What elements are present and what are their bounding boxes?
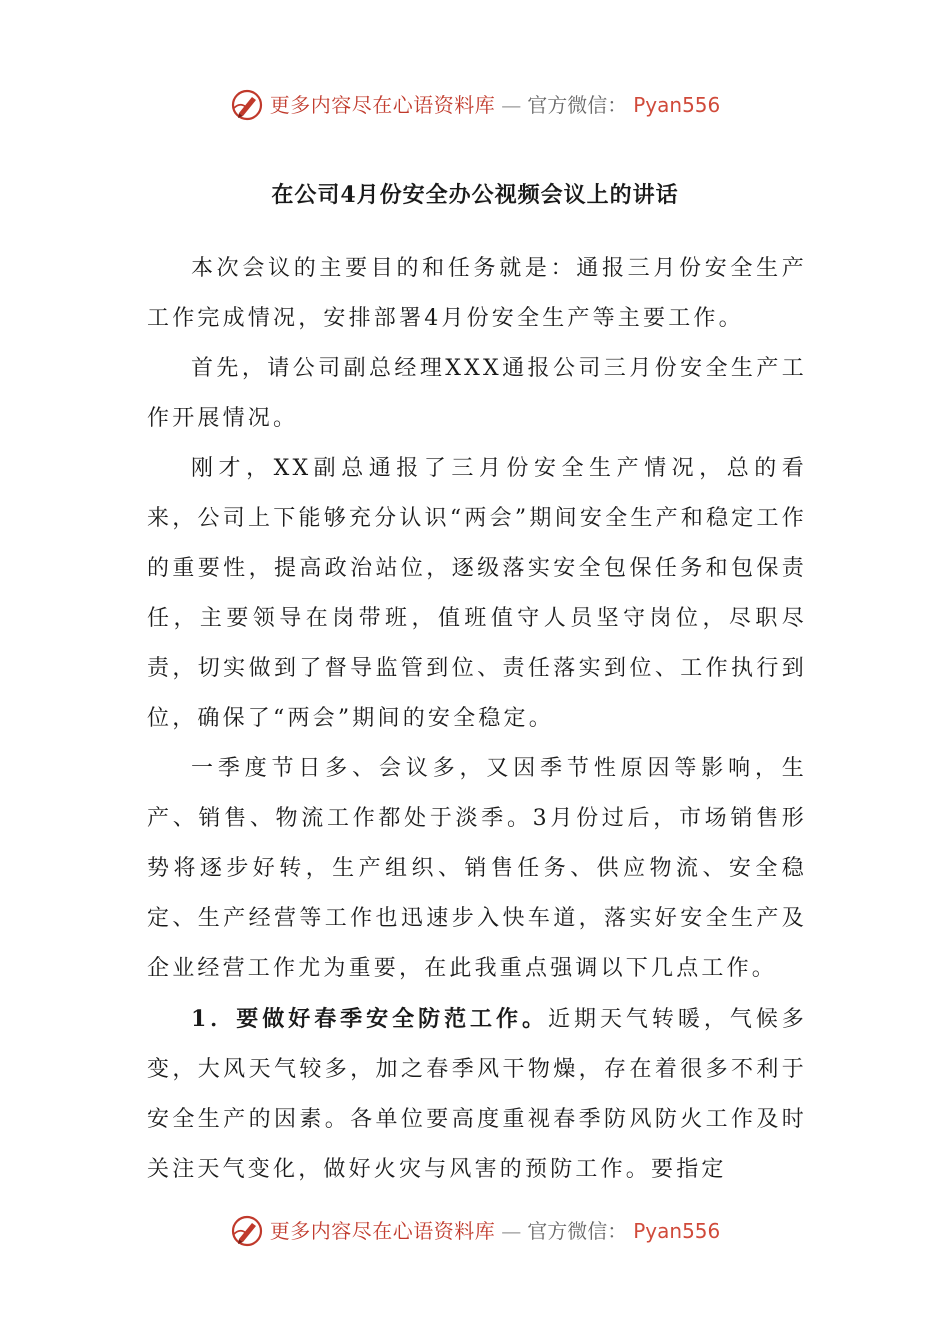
paragraph-text: 首先，请公司副总经理XXX通报公司三月份安全生产工作开展情况。 (147, 356, 807, 431)
watermark-wechat-id: Pyan556 (633, 1219, 721, 1243)
paragraph (147, 994, 807, 1195)
watermark-wechat-label: 官方微信： (527, 1219, 628, 1243)
pen-logo-icon (230, 1214, 264, 1248)
paragraph (147, 744, 807, 994)
paragraph-text: 本次会议的主要目的和任务就是：通报三月份安全生产工作完成情况，安排部署4月份安全生产等主要工作。 (147, 256, 807, 331)
document-title: 在公司4月份安全办公视频会议上的讲话 (271, 182, 679, 208)
watermark-wechat-label: 官方微信： (527, 93, 628, 117)
watermark-text: 更多内容尽在心语资料库 (269, 1219, 496, 1243)
footer-watermark (0, 1214, 950, 1248)
paragraph-lead-heading: 1．要做好春季安全防范工作。 (191, 1006, 548, 1032)
watermark-separator: — (501, 1219, 522, 1243)
pen-logo-icon (230, 88, 264, 122)
paragraph (147, 344, 807, 444)
watermark-separator: — (501, 93, 522, 117)
header-watermark (0, 88, 950, 122)
document-body (147, 244, 807, 1195)
paragraph-text: 近期天气转暖，气候多变，大风天气较多，加之春季风干物燥，存在着很多不利于安全生产的因素。各单位要高度重视春季防风防火工作及时关注天气变化，做好火灾与风害的预防工作。要指定 (147, 1007, 807, 1182)
paragraph (147, 244, 807, 344)
watermark-wechat-id: Pyan556 (633, 93, 721, 117)
paragraph (147, 444, 807, 744)
watermark-text: 更多内容尽在心语资料库 (269, 93, 496, 117)
paragraph-text: 刚才，XX副总通报了三月份安全生产情况，总的看来，公司上下能够充分认识“两会”期间安全生产和稳定工作的重要性，提高政治站位，逐级落实安全包保任务和包保责任，主要领导在岗带班，值班值守人员坚守岗位，尽职尽责，切实做到了督导监管到位、责任落实到位、工作执行到位，确保了“两会”期间的安全稳定。 (147, 456, 807, 731)
paragraph-text: 一季度节日多、会议多，又因季节性原因等影响，生产、销售、物流工作都处于淡季。3月份过后，市场销售形势将逐步好转，生产组织、销售任务、供应物流、安全稳定、生产经营等工作也迅速步入快车道，落实好安全生产及企业经营工作尤为重要，在此我重点强调以下几点工作。 (147, 756, 807, 981)
